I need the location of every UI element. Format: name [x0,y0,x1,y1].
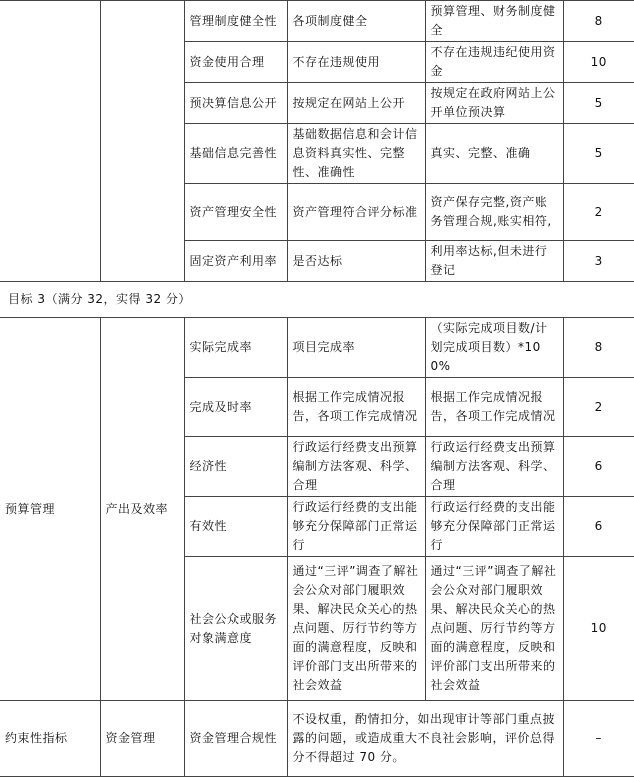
score-cell: 2 [563,184,634,241]
score-cell: 8 [563,1,634,42]
level2-cell: 资金管理 [100,701,184,777]
content-cell: 是否达标 [287,241,425,282]
basis-cell: 按规定在政府网站上公开单位预决算 [425,83,563,124]
indicator-cell: 有效性 [184,497,287,557]
content-cell: 行政运行经费的支出能够充分保障部门正常运行 [287,497,425,557]
indicator-cell: 经济性 [184,437,287,497]
score-cell: 8 [563,318,634,378]
basis-cell: 资产保存完整,资产账务管理合规,账实相符, [425,184,563,241]
basis-cell: 真实、完整、准确 [425,124,563,184]
content-cell: 不存在违规使用 [287,42,425,83]
indicator-cell: 管理制度健全性 [184,1,287,42]
indicator-cell: 预决算信息公开 [184,83,287,124]
indicator-cell: 完成及时率 [184,378,287,437]
indicator-cell: 实际完成率 [184,318,287,378]
indicator-cell: 社会公众或服务对象满意度 [184,557,287,701]
content-cell: 资产管理符合评分标准 [287,184,425,241]
score-cell: 6 [563,437,634,497]
score-cell: 2 [563,378,634,437]
basis-cell: 根据工作完成情况报告，各项工作完成情况 [425,378,563,437]
level1-cell: 约束性指标 [0,701,100,777]
score-cell: 6 [563,497,634,557]
table-row [0,701,634,777]
level2-cell: 产出及效率 [100,318,184,701]
content-cell: 各项制度健全 [287,1,425,42]
basis-cell: 通过“三评”调查了解社会公众对部门履职效果、解决民众关心的热点问题、厉行节约等方面的满意程度，反映和评价部门支出所带来的社会效益 [425,557,563,701]
basis-cell: 行政运行经费支出预算编制方法客观、科学、合理 [425,437,563,497]
basis-cell: 不存在违规违纪使用资金 [425,42,563,83]
table-row [0,1,634,42]
basis-cell: （实际完成项目数/计划完成项目数）*100% [425,318,563,378]
score-cell: 5 [563,124,634,184]
content-cell: 基础数据信息和会计信息资料真实性、完整性、准确性 [287,124,425,184]
basis-cell: 行政运行经费的支出能够充分保障部门正常运行 [425,497,563,557]
score-cell: 10 [563,557,634,701]
indicator-cell: 资金管理合规性 [184,701,287,777]
indicator-cell: 资金使用合理 [184,42,287,83]
basis-cell: 预算管理、财务制度健全 [425,1,563,42]
content-cell: 通过“三评”调查了解社会公众对部门履职效果、解决民众关心的热点问题、厉行节约等方面的满意程度，反映和评价部门支出所带来的社会效益 [287,557,425,701]
level1-cell: 预算管理 [0,318,100,701]
level2-cell [100,1,184,282]
content-cell: 根据工作完成情况报告，各项工作完成情况 [287,378,425,437]
indicator-cell: 资产管理安全性 [184,184,287,241]
basis-cell: 利用率达标,但未进行登记 [425,241,563,282]
indicator-cell: 基础信息完善性 [184,124,287,184]
level1-cell [0,1,100,282]
score-cell: 5 [563,83,634,124]
table-row [0,318,634,378]
content-cell: 按规定在网站上公开 [287,83,425,124]
indicator-cell: 固定资产利用率 [184,241,287,282]
section-header-row [0,282,634,318]
content-cell: 项目完成率 [287,318,425,378]
content-cell: 不设权重，酌情扣分，如出现审计等部门重点披露的问题，或造成重大不良社会影响，评价总得分不得超过 70 分。 [287,701,563,777]
score-cell: 3 [563,241,634,282]
score-cell: 10 [563,42,634,83]
content-cell: 行政运行经费支出预算编制方法客观、科学、合理 [287,437,425,497]
score-cell: – [563,701,634,777]
goal3-header: 目标 3（满分 32，实得 32 分） [0,282,634,318]
